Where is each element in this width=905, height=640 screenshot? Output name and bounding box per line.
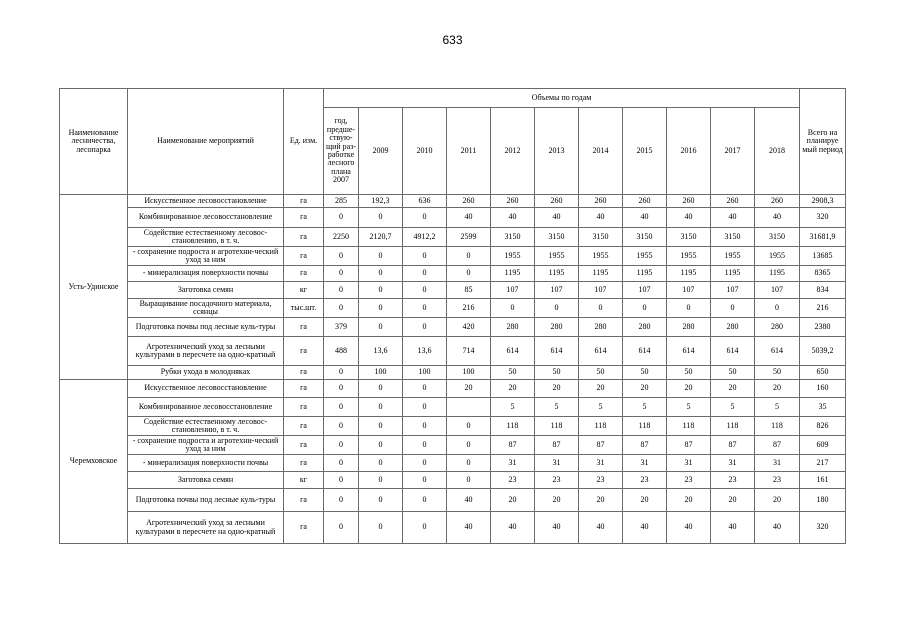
total-cell: 834: [800, 282, 846, 299]
value-cell: 20: [535, 489, 579, 512]
table-row: [60, 208, 846, 228]
value-cell: 0: [324, 366, 359, 380]
value-cell: 280: [711, 318, 755, 337]
value-cell: 40: [535, 208, 579, 228]
activity-name: - сохранение подроста и агротехни-ческий уход за ним: [128, 436, 284, 455]
unit-cell: га: [284, 337, 324, 366]
table-row: [60, 455, 846, 472]
table-row: [60, 366, 846, 380]
value-cell: 280: [623, 318, 667, 337]
value-cell: 2120,7: [359, 228, 403, 247]
value-cell: 20: [623, 489, 667, 512]
value-cell: 0: [447, 472, 491, 489]
header-year: 2017: [711, 108, 755, 195]
unit-cell: га: [284, 208, 324, 228]
value-cell: 714: [447, 337, 491, 366]
value-cell: 50: [579, 366, 623, 380]
value-cell: 87: [711, 436, 755, 455]
value-cell: 3150: [579, 228, 623, 247]
value-cell: 280: [579, 318, 623, 337]
header-year: 2015: [623, 108, 667, 195]
value-cell: 0: [447, 455, 491, 472]
forestry-name: Усть-Удинское: [60, 195, 128, 380]
value-cell: 0: [447, 266, 491, 282]
value-cell: 107: [711, 282, 755, 299]
total-cell: 161: [800, 472, 846, 489]
value-cell: 1955: [623, 247, 667, 266]
value-cell: 118: [579, 417, 623, 436]
value-cell: 0: [579, 299, 623, 318]
value-cell: 40: [447, 489, 491, 512]
value-cell: 0: [403, 417, 447, 436]
value-cell: [447, 398, 491, 417]
unit-cell: кг: [284, 282, 324, 299]
total-cell: 8365: [800, 266, 846, 282]
value-cell: 0: [667, 299, 711, 318]
value-cell: 50: [491, 366, 535, 380]
value-cell: 0: [447, 247, 491, 266]
value-cell: 107: [491, 282, 535, 299]
value-cell: 0: [403, 489, 447, 512]
value-cell: 5: [623, 398, 667, 417]
value-cell: 0: [535, 299, 579, 318]
value-cell: 0: [359, 489, 403, 512]
total-cell: 320: [800, 512, 846, 544]
table-row: [60, 318, 846, 337]
value-cell: 40: [711, 512, 755, 544]
unit-cell: га: [284, 228, 324, 247]
value-cell: 280: [491, 318, 535, 337]
value-cell: 13,6: [359, 337, 403, 366]
total-cell: 2380: [800, 318, 846, 337]
table-row: [60, 512, 846, 544]
value-cell: 5: [535, 398, 579, 417]
unit-cell: кг: [284, 472, 324, 489]
value-cell: 87: [755, 436, 800, 455]
unit-cell: га: [284, 398, 324, 417]
value-cell: 1955: [667, 247, 711, 266]
value-cell: 0: [359, 436, 403, 455]
unit-cell: га: [284, 489, 324, 512]
value-cell: 20: [711, 380, 755, 398]
activity-name: Комбинированное лесовосстановление: [128, 398, 284, 417]
value-cell: 5: [755, 398, 800, 417]
value-cell: 31: [535, 455, 579, 472]
value-cell: 5: [491, 398, 535, 417]
value-cell: 118: [711, 417, 755, 436]
value-cell: 4912,2: [403, 228, 447, 247]
value-cell: 636: [403, 195, 447, 208]
value-cell: 23: [491, 472, 535, 489]
total-cell: 320: [800, 208, 846, 228]
value-cell: 40: [755, 512, 800, 544]
value-cell: 40: [623, 512, 667, 544]
unit-cell: га: [284, 318, 324, 337]
value-cell: 0: [359, 247, 403, 266]
value-cell: 0: [403, 208, 447, 228]
value-cell: 0: [359, 417, 403, 436]
table-row: [60, 266, 846, 282]
value-cell: 5: [711, 398, 755, 417]
value-cell: 1195: [755, 266, 800, 282]
table-row: [60, 195, 846, 208]
value-cell: 87: [579, 436, 623, 455]
value-cell: 31: [579, 455, 623, 472]
unit-cell: га: [284, 512, 324, 544]
activity-name: Комбинированное лесовосстановление: [128, 208, 284, 228]
value-cell: 0: [447, 436, 491, 455]
activity-name: Заготовка семян: [128, 472, 284, 489]
value-cell: 420: [447, 318, 491, 337]
value-cell: 20: [579, 380, 623, 398]
value-cell: 0: [403, 436, 447, 455]
value-cell: 40: [667, 208, 711, 228]
value-cell: 614: [623, 337, 667, 366]
activity-name: Искусственное лесовосстановление: [128, 380, 284, 398]
activity-name: Содействие естественному лесовос-становлению, в т. ч.: [128, 417, 284, 436]
table-row: [60, 299, 846, 318]
value-cell: 23: [667, 472, 711, 489]
value-cell: 0: [324, 436, 359, 455]
value-cell: 0: [324, 489, 359, 512]
value-cell: 50: [535, 366, 579, 380]
value-cell: 1195: [711, 266, 755, 282]
unit-cell: га: [284, 195, 324, 208]
total-cell: 31681,9: [800, 228, 846, 247]
header-year: 2011: [447, 108, 491, 195]
total-cell: 5039,2: [800, 337, 846, 366]
unit-cell: га: [284, 455, 324, 472]
value-cell: 23: [623, 472, 667, 489]
header-year: 2018: [755, 108, 800, 195]
value-cell: 0: [324, 299, 359, 318]
table-row: [60, 337, 846, 366]
value-cell: 0: [324, 247, 359, 266]
value-cell: 20: [667, 489, 711, 512]
value-cell: 3150: [623, 228, 667, 247]
unit-cell: га: [284, 380, 324, 398]
value-cell: 0: [403, 380, 447, 398]
value-cell: 31: [667, 455, 711, 472]
value-cell: 3150: [755, 228, 800, 247]
value-cell: 0: [711, 299, 755, 318]
activity-name: Искусственное лесовосстановление: [128, 195, 284, 208]
value-cell: 0: [403, 266, 447, 282]
value-cell: 192,3: [359, 195, 403, 208]
total-cell: 650: [800, 366, 846, 380]
value-cell: 488: [324, 337, 359, 366]
value-cell: 20: [491, 489, 535, 512]
value-cell: 23: [711, 472, 755, 489]
value-cell: 280: [755, 318, 800, 337]
value-cell: 40: [579, 512, 623, 544]
table-row: [60, 247, 846, 266]
activity-name: - минерализация поверхности почвы: [128, 455, 284, 472]
total-cell: 180: [800, 489, 846, 512]
value-cell: 260: [579, 195, 623, 208]
value-cell: 216: [447, 299, 491, 318]
table-row: [60, 489, 846, 512]
value-cell: 31: [755, 455, 800, 472]
value-cell: 0: [447, 417, 491, 436]
activity-name: - минерализация поверхности почвы: [128, 266, 284, 282]
value-cell: 87: [491, 436, 535, 455]
total-cell: 609: [800, 436, 846, 455]
value-cell: 260: [711, 195, 755, 208]
table-row: [60, 380, 846, 398]
value-cell: 0: [403, 472, 447, 489]
table-row: [60, 472, 846, 489]
value-cell: 0: [324, 512, 359, 544]
value-cell: 3150: [711, 228, 755, 247]
value-cell: 614: [667, 337, 711, 366]
value-cell: 50: [711, 366, 755, 380]
value-cell: 0: [755, 299, 800, 318]
value-cell: 100: [447, 366, 491, 380]
table-row: [60, 436, 846, 455]
value-cell: 100: [359, 366, 403, 380]
value-cell: 0: [324, 455, 359, 472]
value-cell: 107: [535, 282, 579, 299]
value-cell: 260: [491, 195, 535, 208]
value-cell: 31: [711, 455, 755, 472]
unit-cell: га: [284, 436, 324, 455]
value-cell: 0: [359, 282, 403, 299]
value-cell: 614: [579, 337, 623, 366]
header-year: 2016: [667, 108, 711, 195]
value-cell: 20: [579, 489, 623, 512]
value-cell: 13,6: [403, 337, 447, 366]
activity-name: Агротехнический уход за лесными культурами в пересчете на одно-кратный: [128, 512, 284, 544]
page-number: 633: [442, 33, 463, 47]
value-cell: 0: [359, 318, 403, 337]
activity-name: - сохранение подроста и агротехни-ческий уход за ним: [128, 247, 284, 266]
value-cell: 280: [667, 318, 711, 337]
value-cell: 40: [447, 208, 491, 228]
value-cell: 614: [711, 337, 755, 366]
value-cell: 1195: [623, 266, 667, 282]
activity-name: Содействие естественному лесовос-становлению, в т. ч.: [128, 228, 284, 247]
value-cell: 1195: [491, 266, 535, 282]
activity-name: Рубки ухода в молодняках: [128, 366, 284, 380]
header-volumes-by-year: Объемы по годам: [324, 89, 800, 108]
value-cell: 0: [359, 512, 403, 544]
value-cell: 260: [623, 195, 667, 208]
value-cell: 20: [667, 380, 711, 398]
value-cell: 0: [359, 299, 403, 318]
value-cell: 0: [491, 299, 535, 318]
unit-cell: га: [284, 366, 324, 380]
header-year: год, предше-ствую-щий раз-работке лесного плана 2007: [324, 108, 359, 195]
total-cell: 216: [800, 299, 846, 318]
value-cell: 260: [535, 195, 579, 208]
value-cell: 118: [491, 417, 535, 436]
value-cell: 1955: [579, 247, 623, 266]
value-cell: 40: [711, 208, 755, 228]
value-cell: 0: [403, 247, 447, 266]
activity-name: Подготовка почвы под лесные куль-туры: [128, 318, 284, 337]
value-cell: 0: [403, 318, 447, 337]
value-cell: 23: [579, 472, 623, 489]
table-row: [60, 417, 846, 436]
value-cell: 40: [535, 512, 579, 544]
value-cell: 50: [755, 366, 800, 380]
value-cell: 85: [447, 282, 491, 299]
table-row: [60, 398, 846, 417]
value-cell: 0: [403, 299, 447, 318]
value-cell: 0: [359, 266, 403, 282]
value-cell: 1195: [667, 266, 711, 282]
value-cell: 40: [447, 512, 491, 544]
value-cell: 23: [535, 472, 579, 489]
value-cell: 0: [324, 380, 359, 398]
header-unit: Ед. изм.: [284, 89, 324, 195]
value-cell: 280: [535, 318, 579, 337]
value-cell: 0: [324, 208, 359, 228]
value-cell: 614: [755, 337, 800, 366]
header-activity: Наименование мероприятий: [128, 89, 284, 195]
total-cell: 35: [800, 398, 846, 417]
value-cell: 87: [535, 436, 579, 455]
value-cell: 3150: [491, 228, 535, 247]
header-year: 2009: [359, 108, 403, 195]
value-cell: 100: [403, 366, 447, 380]
value-cell: 1955: [535, 247, 579, 266]
value-cell: 0: [324, 282, 359, 299]
unit-cell: тыс.шт.: [284, 299, 324, 318]
header-forestry: Наименование лесничества, лесопарка: [60, 89, 128, 195]
value-cell: 20: [755, 380, 800, 398]
value-cell: 87: [667, 436, 711, 455]
value-cell: 31: [491, 455, 535, 472]
value-cell: 107: [579, 282, 623, 299]
value-cell: 0: [403, 398, 447, 417]
value-cell: 20: [711, 489, 755, 512]
value-cell: 0: [403, 282, 447, 299]
value-cell: 0: [623, 299, 667, 318]
value-cell: 40: [667, 512, 711, 544]
value-cell: 50: [667, 366, 711, 380]
value-cell: 0: [324, 472, 359, 489]
value-cell: 3150: [667, 228, 711, 247]
value-cell: 40: [491, 208, 535, 228]
value-cell: 379: [324, 318, 359, 337]
total-cell: 13685: [800, 247, 846, 266]
forest-plan-table: [59, 88, 846, 544]
activity-name: Подготовка почвы под лесные куль-туры: [128, 489, 284, 512]
value-cell: 118: [623, 417, 667, 436]
value-cell: 0: [324, 398, 359, 417]
value-cell: 1195: [535, 266, 579, 282]
value-cell: 50: [623, 366, 667, 380]
value-cell: 5: [667, 398, 711, 417]
table-row: [60, 282, 846, 299]
unit-cell: га: [284, 417, 324, 436]
value-cell: 0: [359, 472, 403, 489]
value-cell: 0: [324, 266, 359, 282]
value-cell: 118: [535, 417, 579, 436]
value-cell: 0: [359, 208, 403, 228]
total-cell: 160: [800, 380, 846, 398]
table-row: [60, 228, 846, 247]
value-cell: 2250: [324, 228, 359, 247]
value-cell: 40: [755, 208, 800, 228]
value-cell: 20: [535, 380, 579, 398]
value-cell: 1955: [711, 247, 755, 266]
value-cell: 614: [535, 337, 579, 366]
value-cell: 1955: [491, 247, 535, 266]
value-cell: 0: [359, 398, 403, 417]
value-cell: 260: [755, 195, 800, 208]
value-cell: 20: [447, 380, 491, 398]
header-year: 2012: [491, 108, 535, 195]
value-cell: 40: [579, 208, 623, 228]
value-cell: 107: [667, 282, 711, 299]
value-cell: 107: [623, 282, 667, 299]
value-cell: 40: [623, 208, 667, 228]
value-cell: 0: [359, 380, 403, 398]
value-cell: 118: [667, 417, 711, 436]
activity-name: Агротехнический уход за лесными культурами в пересчете на одно-кратный: [128, 337, 284, 366]
unit-cell: га: [284, 247, 324, 266]
forestry-name: Черемховское: [60, 380, 128, 544]
value-cell: 285: [324, 195, 359, 208]
total-cell: 2908,3: [800, 195, 846, 208]
value-cell: 0: [403, 455, 447, 472]
value-cell: 1195: [579, 266, 623, 282]
value-cell: 40: [491, 512, 535, 544]
unit-cell: га: [284, 266, 324, 282]
value-cell: 0: [324, 417, 359, 436]
value-cell: 118: [755, 417, 800, 436]
activity-name: Выращивание посадочного материала, ссянцы: [128, 299, 284, 318]
value-cell: 260: [667, 195, 711, 208]
value-cell: 20: [491, 380, 535, 398]
value-cell: 20: [623, 380, 667, 398]
header-year: 2014: [579, 108, 623, 195]
value-cell: 2599: [447, 228, 491, 247]
total-cell: 826: [800, 417, 846, 436]
value-cell: 1955: [755, 247, 800, 266]
value-cell: 0: [403, 512, 447, 544]
value-cell: 20: [755, 489, 800, 512]
header-total: Всего на планируе мый период: [800, 89, 846, 195]
activity-name: Заготовка семян: [128, 282, 284, 299]
value-cell: 107: [755, 282, 800, 299]
value-cell: 260: [447, 195, 491, 208]
value-cell: 614: [491, 337, 535, 366]
value-cell: 3150: [535, 228, 579, 247]
header-year: 2010: [403, 108, 447, 195]
header-year: 2013: [535, 108, 579, 195]
total-cell: 217: [800, 455, 846, 472]
value-cell: 0: [359, 455, 403, 472]
value-cell: 87: [623, 436, 667, 455]
value-cell: 5: [579, 398, 623, 417]
value-cell: 23: [755, 472, 800, 489]
value-cell: 31: [623, 455, 667, 472]
